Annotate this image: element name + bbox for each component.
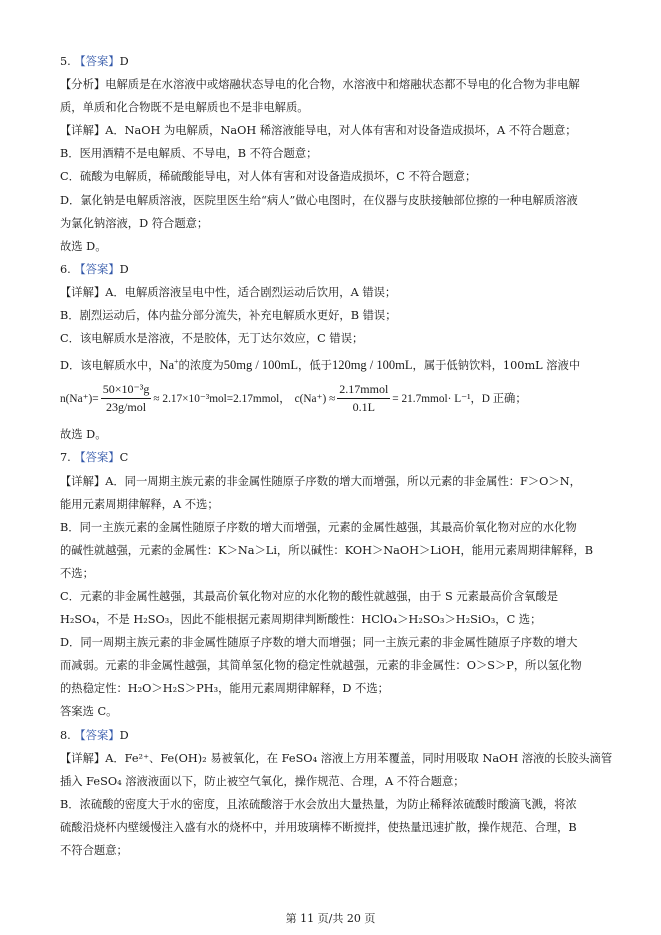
q7-detail-line: B．同一主族元素的金属性随原子序数的增大而增强，元素的金属性越强，其最高价氧化物对应的水化物	[60, 520, 577, 534]
q8-detail-line: 不符合题意；	[60, 844, 128, 857]
q7-detail-line: D．同一周期主族元素的非金属性随原子序数的增大而增强；同一主族元素的非金属性随原子序数的增大	[60, 636, 578, 650]
q5-conclusion: 故选 D。	[60, 239, 107, 253]
fraction-mass-over-molar: $\frac{\text{50×10⁻³g}}{\text{23g/mol}}$	[102, 381, 150, 414]
q7-detail-line: 的碱性就越强，元素的金属性：K＞Na＞Li，所以碱性：KOH＞NaOH＞LiOH，能用元素周期律解释，B	[60, 543, 594, 557]
q8-header: 8. 【答案】D	[60, 728, 129, 742]
q7-detail-line: 不选；	[60, 566, 94, 580]
q7-detail-line: 的热稳定性：H₂O＞H₂S＞PH₃，能用元素周期律解释，D 不选；	[60, 682, 389, 696]
q5-detail-line: D．氯化钠是电解质溶液，医院里医生给“病人”做心电图时，在仪器与皮肤接触部位擦的一种电解质溶液	[60, 193, 578, 207]
q7-detail-line: H₂SO₄，不是 H₂SO₃，因此不能根据元素周期律判断酸性：HClO₄＞H₂SO₃＞H₂SiO₃，C 选；	[60, 613, 542, 627]
q8-detail-line: B．浓硫酸的密度大于水的密度，且浓硫酸溶于水会放出大量热量，为防止稀释浓硫酸时酸滴飞溅，将浓	[60, 797, 577, 811]
q7-conclusion: 答案选 C。	[60, 705, 118, 719]
q6-detail-line: C．该电解质水是溶液，不是胶体，无丁达尔效应，C 错误；	[60, 332, 364, 346]
q8-detail-line: 【详解】A．Fe²⁺、Fe(OH)₂ 易被氧化，在 FeSO₄ 溶液上方用苯覆盖，同时用吸取 NaOH 溶液的长胶头滴管	[60, 751, 613, 765]
q5-analysis-line: 【分析】电解质是在水溶液中或熔融状态导电的化合物，水溶液中和熔融状态都不导电的化合物为非电解	[60, 78, 580, 92]
q8-detail-line: 插入 FeSO₄ 溶液液面以下，防止被空气氧化，操作规范、合理，A 不符合题意；	[60, 774, 465, 788]
q7-header: 7. 【答案】C	[60, 451, 129, 465]
q7-detail-line: 而减弱。元素的非金属性越强，其简单氢化物的稳定性就越强，元素的非金属性：O＞S＞P，所以氢化物	[60, 659, 582, 673]
q7-detail-line: 【详解】A．同一周期主族元素的非金属性随原子序数的增大而增强，所以元素的非金属性：F＞O＞N，	[60, 474, 581, 488]
q6-conclusion: 故选 D。	[60, 428, 107, 442]
q6-header: 6. 【答案】D	[60, 262, 129, 276]
q8-detail-line: 硫酸沿烧杯内壁缓慢注入盛有水的烧杯中，并用玻璃棒不断搅拌，使热量迅速扩散，操作规范、合理，B	[60, 820, 577, 834]
page-footer: 第 11 页/共 20 页	[285, 912, 376, 925]
q6-formula: n(Na⁺)= $\frac{\text{50×10⁻³g}}{\text{23g/mol}}$ ≈ 2.17×10⁻³mol=2.17mmol， c(Na⁺) ≈ $\frac{\text{2.17mmol}}{0.1L}$ = 21.7mmol· L⁻¹，D 正确；	[60, 381, 527, 414]
q6-detail-line: 【详解】A．电解质溶液呈电中性，适合剧烈运动后饮用，A 错误；	[60, 285, 397, 299]
q5-detail-line: C．硫酸为电解质，稀硫酸能导电，对人体有害和对设备造成损坏，C 不符合题意；	[60, 170, 477, 184]
q5-analysis-line: 质，单质和化合物既不是电解质也不是非电解质。	[60, 101, 309, 115]
page-body	[60, 50, 613, 862]
q5-detail-line: 为氯化钠溶液，D 符合题意；	[60, 216, 209, 230]
q7-detail-line: C．元素的非金属性越强，其最高价氧化物对应的水化物的酸性就越强，由于 S 元素最高价含氧酸是	[60, 589, 559, 603]
q5-header: 5. 【答案】D	[60, 55, 129, 68]
q6-detail-line-d: D．该电解质水中，Na+的浓度为50mg / 100mL，低于120mg / 100mL，属于低钠饮料，100mL 溶液中	[60, 357, 581, 373]
q5-detail-line: B．医用酒精不是电解质、不导电，B 不符合题意；	[60, 147, 318, 161]
q6-detail-line: B．剧烈运动后，体内盐分部分流失，补充电解质水更好，B 错误；	[60, 309, 397, 323]
fraction-amount-over-volume: $\frac{\text{2.17mmol}}{0.1L}$	[339, 381, 389, 414]
q5-detail-line: 【详解】A．NaOH 为电解质，NaOH 稀溶液能导电，对人体有害和对设备造成损坏，A 不符合题意；	[60, 124, 577, 138]
q7-detail-line: 能用元素周期律解释，A 不选；	[60, 497, 219, 511]
